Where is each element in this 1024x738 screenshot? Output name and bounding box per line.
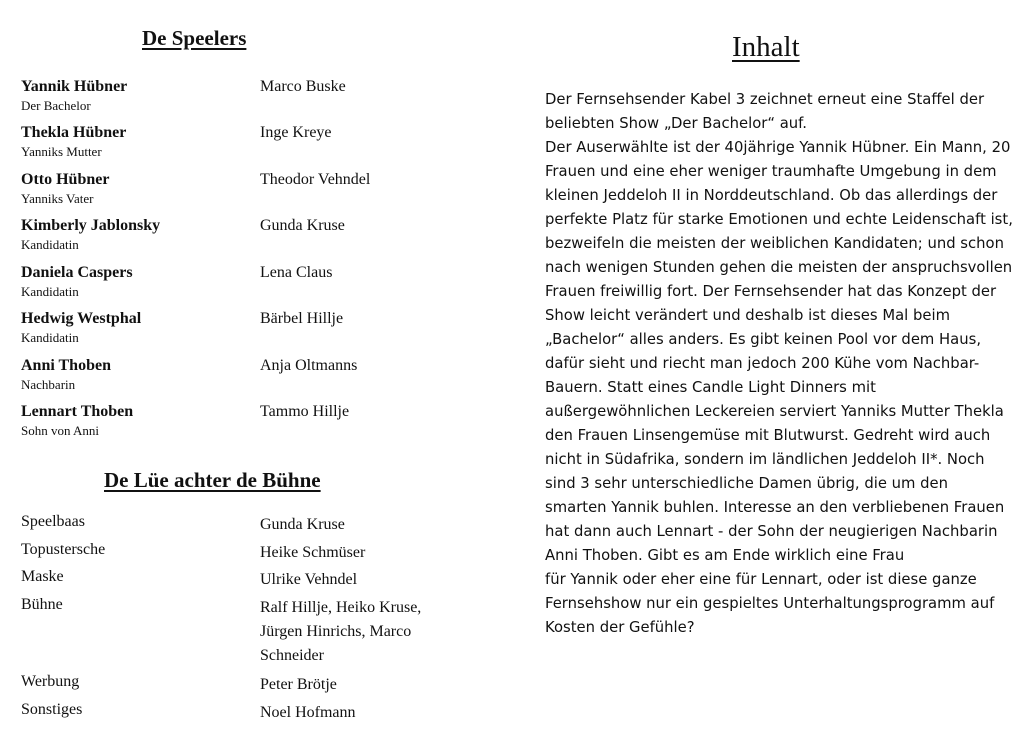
cast-role-description: Kandidatin: [21, 284, 79, 299]
crew-job-title: Sonstiges: [21, 701, 83, 718]
cast-role-name: Lennart Thoben: [21, 403, 134, 420]
cast-role-name: Kimberly Jablonsky: [21, 217, 161, 234]
cast-role-name: Otto Hübner: [21, 171, 110, 188]
cast-actor-name: Gunda Kruse: [260, 217, 345, 234]
cast-role-name: Yannik Hübner: [21, 78, 128, 95]
inhalt-paragraph: Der Auserwählte ist der 40jährige Yannik Hübner. Ein Mann, 20 Frauen und eine eher weniger traumhafte Umgebung in dem kleinen Jeddeloh II in Norddeutschland. Ob das allerdings der perfekte Platz für starke Emotionen und echte Leidenschaft ist, bezweifeln die meisten der weiblichen Kandidaten; und schon nach wenigen Stunden gehen die meisten der anspruchsvollen Frauen freiwillig fort. Der Fernsehsender hat das Konzept der Show leicht verändert und deshalb ist dieses Mal beim „Bachelor“ alles anders. Es gibt keinen Pool vor dem Haus, dafür sieht und riecht man jedoch 200 Kühe vom Nachbar-Bauern. Statt eines Candle Light Dinners mit außergewöhnlichen Leckereien serviert Yanniks Mutter Thekla den Frauen Linsengemüse mit Blutwurst. Gedreht wird auch nicht in Südafrika, sondern im ländlichen Jeddeloh II*. Noch sind 3 sehr unterschiedliche Damen übrig, die um den smarten Yannik buhlen. Interesse an den verbliebenen Frauen hat dann auch Lennart - der Sohn der neugierigen Nachbarin Anni Thoben. Gibt es am Ende wirklich eine Frau: [545, 139, 1013, 564]
cast-actor-name: Inge Kreye: [260, 124, 332, 141]
crew-job-title: Bühne: [21, 596, 63, 613]
cast-row: [0, 264, 510, 310]
crew-job-title: Maske: [21, 568, 64, 585]
crew-member-names: Noel Hofmann: [260, 704, 356, 721]
inhalt-body: [545, 88, 1013, 640]
cast-role-description: Kandidatin: [21, 330, 79, 345]
cast-row: [0, 310, 510, 356]
crew-job-title: Speelbaas: [21, 513, 85, 530]
cast-role-name: Anni Thoben: [21, 357, 111, 374]
crew-job-title: Werbung: [21, 673, 80, 690]
cast-actor-name: Anja Oltmanns: [260, 357, 358, 374]
crew-member-names: Heike Schmüser: [260, 544, 366, 561]
cast-role-description: Yanniks Mutter: [21, 144, 102, 159]
cast-role-description: Sohn von Anni: [21, 423, 100, 438]
cast-role-description: Nachbarin: [21, 377, 76, 392]
cast-actor-name: Marco Buske: [260, 78, 346, 95]
cast-heading: De Speelers: [142, 26, 247, 50]
right-column: [510, 0, 1024, 738]
cast-role-description: Yanniks Vater: [21, 191, 94, 206]
inhalt-heading: Inhalt: [732, 31, 800, 63]
cast-row: [0, 217, 510, 263]
cast-actor-name: Theodor Vehndel: [260, 171, 371, 188]
cast-role-description: Der Bachelor: [21, 98, 91, 113]
cast-role-name: Hedwig Westphal: [21, 310, 142, 327]
cast-row: [0, 124, 510, 170]
cast-role-name: Daniela Caspers: [21, 264, 133, 281]
crew-heading: De Lüe achter de Bühne: [104, 468, 321, 492]
cast-row: [0, 357, 510, 403]
cast-role-description: Kandidatin: [21, 237, 79, 252]
inhalt-paragraph: Der Fernsehsender Kabel 3 zeichnet erneut eine Staffel der beliebten Show „Der Bachelor“ auf.: [545, 91, 985, 132]
crew-member-names: Peter Brötje: [260, 676, 337, 693]
cast-row: [0, 78, 510, 124]
inhalt-paragraph: für Yannik oder eher eine für Lennart, oder ist diese ganze Fernsehshow nur ein gespieltes Unterhaltungsprogramm auf Kosten der Gefühle?: [545, 571, 995, 636]
cast-row: [0, 403, 510, 449]
left-column: [0, 0, 510, 738]
crew-job-title: Topustersche: [21, 541, 106, 558]
cast-row: [0, 171, 510, 217]
cast-role-name: Thekla Hübner: [21, 124, 127, 141]
crew-member-names: Ulrike Vehndel: [260, 571, 358, 588]
cast-actor-name: Tammo Hillje: [260, 403, 350, 420]
crew-member-names: Ralf Hillje, Heiko Kruse, Jürgen Hinrichs, Marco Schneider: [260, 599, 422, 664]
cast-actor-name: Bärbel Hillje: [260, 310, 344, 327]
cast-actor-name: Lena Claus: [260, 264, 333, 281]
crew-member-names: Gunda Kruse: [260, 516, 345, 533]
